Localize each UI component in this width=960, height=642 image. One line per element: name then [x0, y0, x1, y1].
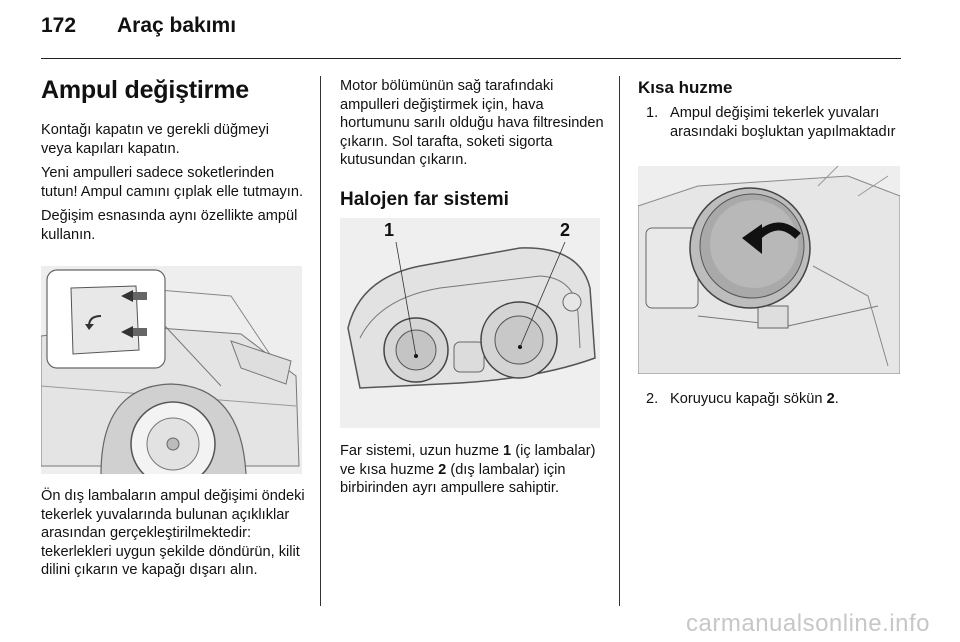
caption-halogen-a: Far sistemi, uzun huzme [340, 443, 504, 459]
figure-wheel-housing [41, 266, 302, 474]
caption-ref-1: 1 [503, 443, 512, 459]
label-low-beam: 2 [560, 220, 571, 240]
column-divider-1 [320, 76, 321, 606]
caption-halogen-d: (dış lambalar) için birbirinden ayrı ampullere sahiptir. [340, 461, 566, 496]
label-high-beam: 1 [384, 220, 395, 240]
step-2-text-main: Koruyucu kapağı sökün [670, 391, 827, 407]
paragraph-same-spec: Değişim esnasında aynı özellikte ampül kullanın. [41, 208, 298, 243]
step-2-number: 2. [646, 391, 659, 407]
headlight-illustration [340, 218, 600, 428]
caption-front-lights: Ön dış lambaların ampul değişimi öndeki tekerlek yuvalarında bulunan açıklıklar arasından gerçekleştirilmektedir: tekerlekleri uygun şekilde döndürün, kilit dilini çıkarın ve kapağı dışarı alın. [41, 488, 305, 578]
step-1 [646, 104, 902, 164]
step-2 [646, 390, 902, 412]
figure-halogen-headlight [340, 218, 600, 428]
column-divider-2 [619, 76, 620, 606]
step-2-ref: 2 [826, 391, 835, 407]
paragraph-engine-bay: Motor bölümünün sağ tarafındaki ampulleri değiştirmek için, hava hortumunu sarılı olduğu hava filtresinden çıkarın. Sol tarafta, soketi sigorta kutusundan çıkarın. [340, 78, 604, 168]
step-2-text-end: . [834, 391, 839, 407]
section-heading-halogen: Halojen far sistemi [340, 189, 509, 210]
header-rule [41, 58, 901, 59]
page-title: Araç bakımı [117, 14, 237, 37]
section-heading-low-beam: Kısa huzme [638, 78, 733, 97]
cover-removal-illustration [638, 166, 900, 374]
watermark: carmanualsonline.info [686, 610, 930, 637]
caption-halogen [340, 442, 605, 498]
caption-halogen-c: (iç lambalar) ve kısa huzme [340, 443, 596, 478]
paragraph-ignition: Kontağı kapatın ve gerekli düğmeyi veya kapıları kapatın. [41, 122, 269, 157]
step-1-text: Ampul değişimi tekerlek yuvaları arasındaki boşluktan yapılmaktadır [670, 105, 896, 140]
section-heading-bulb-change: Ampul değiştirme [41, 76, 249, 104]
col1-paragraphs [41, 121, 303, 250]
car-front-illustration [41, 266, 302, 474]
page-number: 172 [41, 14, 77, 37]
step-1-number: 1. [646, 105, 659, 121]
caption-ref-2: 2 [438, 461, 447, 478]
figure-low-beam-cover [638, 166, 900, 374]
step-2-text [670, 390, 902, 409]
paragraph-hold-socket: Yeni ampulleri sadece soketlerinden tutun! Ampul camını çıplak elle tutmayın. [41, 165, 304, 200]
